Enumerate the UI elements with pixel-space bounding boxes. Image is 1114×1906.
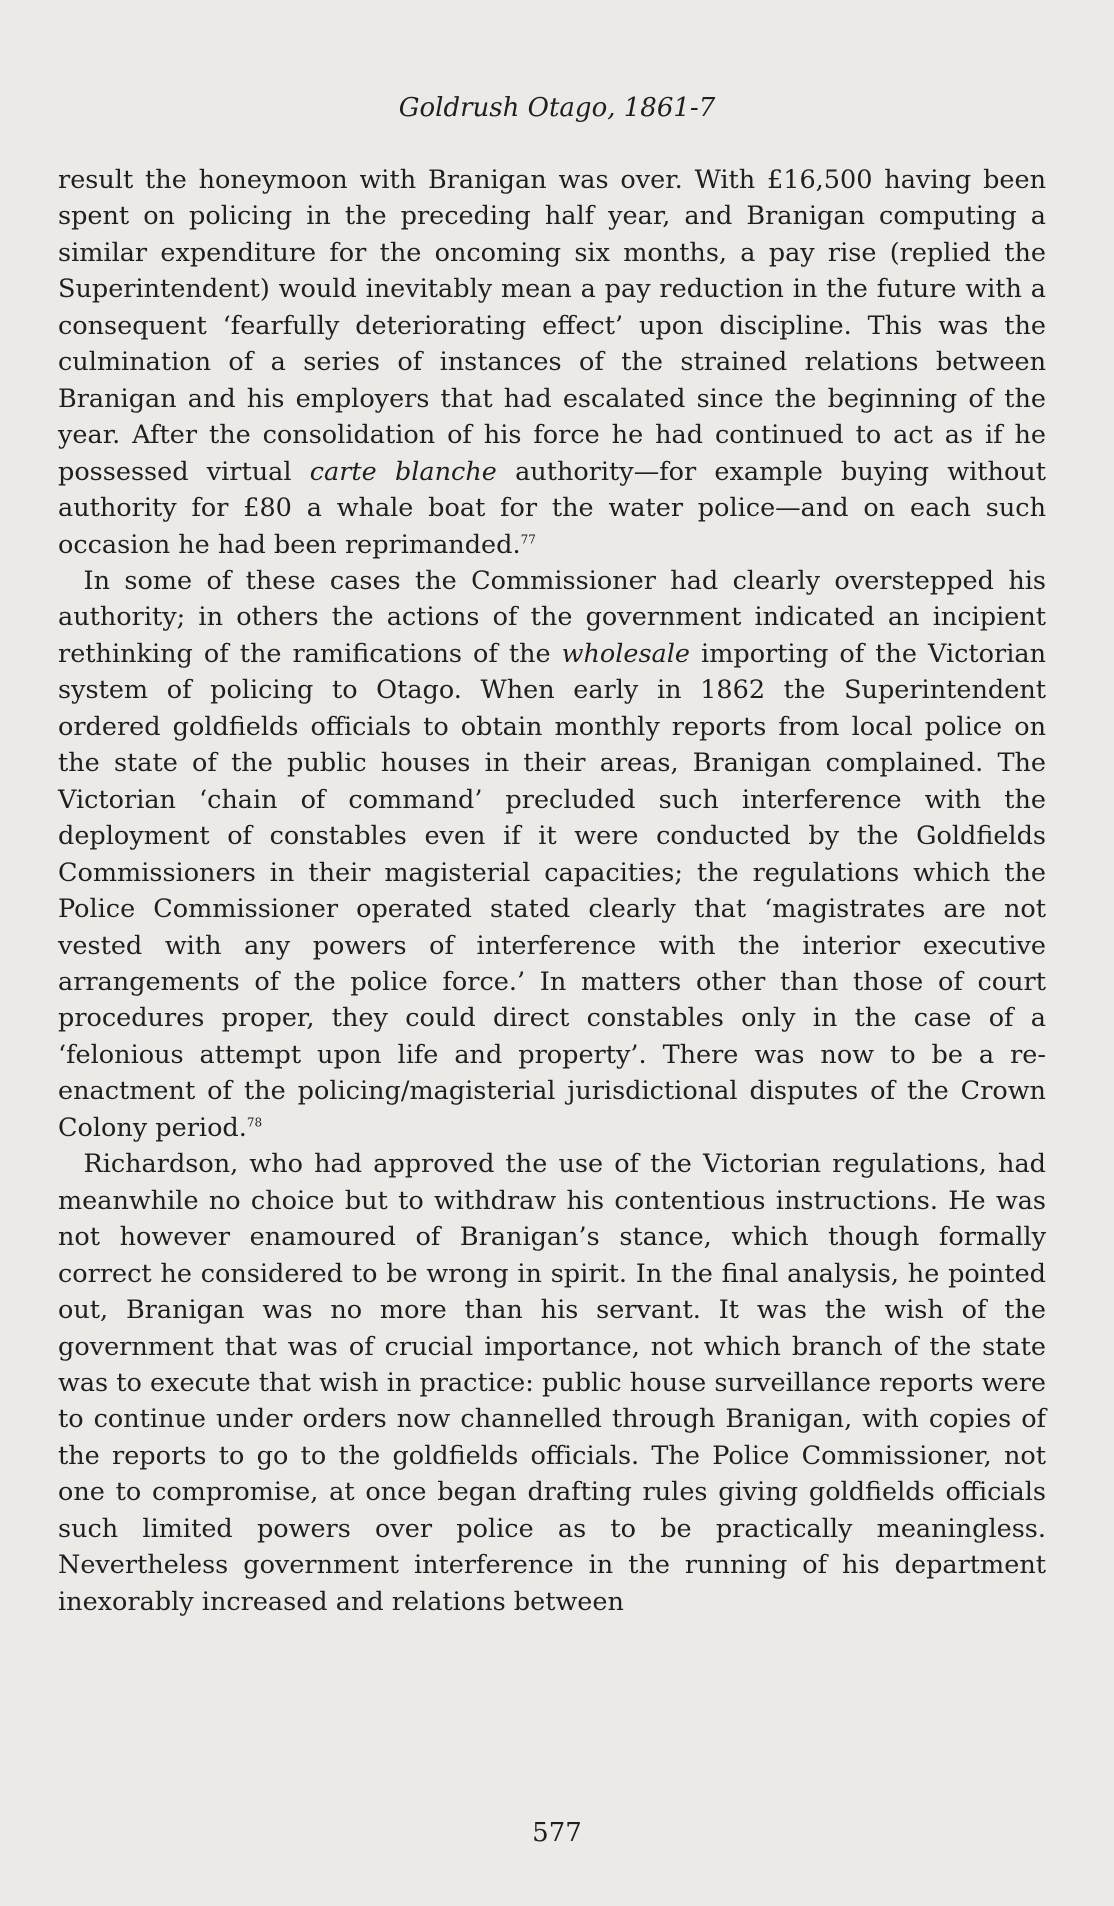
text-span: importing of the Victorian system of policing to Otago. When early in 1862 the Superintendent ordered goldfields officials to obtain monthly reports from local police on the state of the public houses in their areas, Branigan complained. The Victorian ‘chain of command’ precluded such interference with the deployment of constables even if it were conducted by the Goldfields Commissioners in their magisterial capacities; the regulations which the Police Commissioner operated stated clearly that ‘magistrates are not vested with any powers of interference with the interior executive arrangements of the police force.’ In matters other than those of court procedures proper, they could direct constables only in the case of a ‘felonious attempt upon life and property’. There was now to be a re-enactment of the policing/magisterial jurisdictional disputes of the Crown Colony period.	[58, 638, 1046, 1143]
page-number: 577	[532, 1818, 582, 1848]
footnote-ref: 77	[520, 532, 536, 547]
footnote-ref: 78	[246, 1115, 263, 1130]
paragraph	[58, 563, 1046, 1146]
paragraph	[58, 162, 1046, 563]
text-span: In some of these cases the Commissioner had clearly overstepped his authority; in others the actions of the government indicated an incipient rethinking of the ramifications of the	[58, 565, 1046, 669]
body-text	[58, 162, 1046, 1620]
paragraph	[58, 1146, 1046, 1620]
text-span: authority—for example buying without authority for £80 a whale boat for the water police—and on each such occasion he had been reprimanded.	[58, 456, 1046, 560]
text-span: Richardson, who had approved the use of the Victorian regulations, had meanwhile no choice but to withdraw his contentious instructions. He was not however enamoured of Branigan’s stance, which though formally correct he considered to be wrong in spirit. In the final analysis, he pointed out, Branigan was no more than his servant. It was the wish of the government that was of crucial importance, not which branch of the state was to execute that wish in practice: public house surveillance reports were to continue under orders now channelled through Branigan, with copies of the reports to go to the goldfields officials. The Police Commissioner, not one to compromise, at once began drafting rules giving goldfields officials such limited powers over police as to be practically meaningless. Nevertheless government interference in the running of his department inexorably increased and relations between	[58, 1149, 1046, 1617]
running-head: Goldrush Otago, 1861-7	[398, 93, 716, 123]
italic-text: wholesale	[561, 638, 691, 669]
text-span: result the honeymoon with Branigan was over. With £16,500 having been spent on policing in the preceding half year, and Branigan computing a similar expenditure for the oncoming six months, a pay rise (replied the Superintendent) would inevitably mean a pay reduction in the future with a consequent ‘fearfully deteriorating effect’ upon discipline. This was the culmination of a series of instances of the strained relations between Branigan and his employers that had escalated since the beginning of the year. After the consolidation of his force he had continued to act as if he possessed virtual	[58, 165, 1046, 487]
italic-text: carte blanche	[309, 456, 497, 487]
